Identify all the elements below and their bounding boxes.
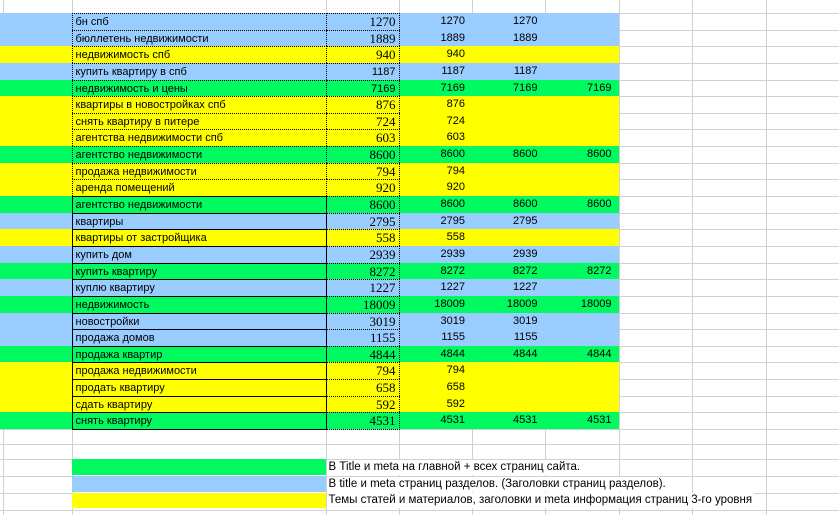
value-cell-d[interactable]: 18009 [434, 297, 465, 310]
keyword-cell[interactable]: недвижимость [72, 296, 327, 313]
keyword-cell[interactable]: бн спб [72, 13, 327, 30]
wordstat-value-cell[interactable]: 1187 [326, 63, 400, 80]
legend-swatch-blue[interactable] [72, 476, 326, 492]
wordstat-value-cell[interactable]: 18009 [326, 296, 400, 313]
gridline-horizontal [0, 510, 839, 511]
value-cell-d[interactable]: 794 [446, 364, 465, 377]
wordstat-value-cell[interactable]: 1889 [326, 30, 400, 47]
value-cell-d[interactable]: 603 [446, 131, 465, 144]
value-cell-d[interactable]: 1187 [441, 64, 465, 77]
keyword-cell[interactable]: купить квартиру [72, 263, 327, 280]
value-cell-e[interactable]: 2795 [513, 214, 538, 227]
value-cell-d[interactable]: 8272 [440, 264, 465, 277]
keyword-cell[interactable]: недвижимость и цены [72, 80, 327, 97]
value-cell-f[interactable]: 4844 [587, 347, 612, 360]
keyword-cell[interactable]: купить дом [72, 246, 327, 263]
value-cell-e[interactable]: 3019 [513, 314, 538, 327]
value-cell-d[interactable]: 592 [446, 397, 465, 410]
value-cell-d[interactable]: 2939 [440, 247, 465, 260]
wordstat-value-cell[interactable]: 794 [326, 362, 400, 379]
wordstat-value-cell[interactable]: 8600 [326, 196, 400, 213]
value-cell-e[interactable]: 1270 [513, 15, 538, 27]
value-cell-d[interactable]: 1155 [441, 331, 465, 344]
value-cell-e[interactable]: 1187 [513, 64, 538, 77]
gridline-horizontal [0, 444, 839, 445]
value-cell-e[interactable]: 1889 [513, 31, 538, 44]
value-cell-e[interactable]: 1227 [513, 281, 538, 294]
wordstat-value-cell[interactable]: 8272 [326, 263, 400, 280]
legend-text[interactable]: В title и meta страниц разделов. (Заголовки страниц разделов). [328, 477, 666, 490]
gridline-vertical [766, 0, 767, 515]
keyword-cell[interactable]: снять квартиру в питере [72, 113, 327, 130]
keyword-cell[interactable]: бюллетень недвижимости [72, 30, 327, 47]
legend-swatch-green[interactable] [72, 459, 326, 475]
value-cell-e[interactable]: 8272 [513, 264, 538, 277]
keyword-cell[interactable]: квартиры в новостройках спб [72, 96, 327, 113]
keyword-cell[interactable]: агентство недвижимости [72, 146, 327, 163]
wordstat-value-cell[interactable]: 2795 [326, 213, 400, 230]
gridline-vertical [619, 0, 620, 515]
value-cell-d[interactable]: 1270 [440, 15, 465, 27]
value-cell-d[interactable]: 794 [446, 164, 465, 177]
wordstat-value-cell[interactable]: 658 [326, 379, 400, 396]
value-cell-f[interactable]: 7169 [587, 81, 612, 94]
wordstat-value-cell[interactable]: 558 [326, 229, 400, 246]
value-cell-d[interactable]: 1227 [440, 281, 465, 294]
keyword-cell[interactable]: квартиры [72, 213, 327, 230]
keyword-cell[interactable]: продать квартиру [72, 379, 327, 396]
keyword-cell[interactable]: агентство недвижимости [72, 196, 327, 213]
value-cell-d[interactable]: 2795 [440, 214, 465, 227]
keyword-cell[interactable]: агентства недвижимости спб [72, 129, 327, 146]
value-cell-f[interactable]: 8272 [587, 264, 612, 277]
wordstat-value-cell[interactable]: 7169 [326, 80, 400, 97]
legend-swatch-yellow[interactable] [72, 493, 326, 509]
keyword-cell[interactable]: квартиры от застройщика [72, 229, 327, 246]
wordstat-value-cell[interactable]: 8600 [326, 146, 400, 163]
keyword-cell[interactable]: продажа недвижимости [72, 362, 327, 379]
value-cell-d[interactable]: 920 [446, 181, 465, 194]
keyword-cell[interactable]: продажа квартир [72, 346, 327, 363]
value-cell-f[interactable]: 4531 [587, 414, 612, 427]
wordstat-value-cell[interactable]: 1155 [326, 329, 400, 346]
wordstat-value-cell[interactable]: 940 [326, 46, 400, 63]
value-cell-e[interactable]: 4844 [513, 347, 538, 360]
value-cell-d[interactable]: 876 [446, 98, 465, 111]
wordstat-value-cell[interactable]: 1270 [326, 13, 400, 30]
keyword-cell[interactable]: недвижимость спб [72, 46, 327, 63]
value-cell-f[interactable]: 8600 [587, 148, 612, 161]
value-cell-e[interactable]: 8600 [513, 198, 538, 211]
value-cell-e[interactable]: 7169 [513, 81, 538, 94]
value-cell-d[interactable]: 7169 [440, 81, 465, 94]
keyword-cell[interactable]: продажа домов [72, 329, 327, 346]
wordstat-value-cell[interactable]: 2939 [326, 246, 400, 263]
value-cell-f[interactable]: 8600 [587, 198, 612, 211]
legend-text[interactable]: В Title и meta на главной + всех страниц сайта. [328, 460, 581, 473]
value-cell-d[interactable]: 8600 [440, 198, 465, 211]
value-cell-d[interactable]: 4531 [440, 414, 465, 427]
value-cell-d[interactable]: 940 [446, 48, 465, 61]
value-cell-e[interactable]: 18009 [506, 297, 538, 310]
value-cell-d[interactable]: 658 [446, 381, 465, 394]
wordstat-value-cell[interactable]: 4531 [326, 412, 400, 430]
value-cell-d[interactable]: 8600 [440, 148, 465, 161]
value-cell-f[interactable]: 18009 [580, 297, 612, 310]
value-cell-e[interactable]: 8600 [513, 148, 538, 161]
wordstat-value-cell[interactable]: 3019 [326, 313, 400, 330]
wordstat-value-cell[interactable]: 920 [326, 179, 400, 196]
wordstat-value-cell[interactable]: 603 [326, 129, 400, 146]
wordstat-value-cell[interactable]: 1227 [326, 279, 400, 296]
value-cell-d[interactable]: 558 [446, 231, 465, 244]
value-cell-e[interactable]: 2939 [513, 247, 538, 260]
value-cell-d[interactable]: 3019 [440, 314, 465, 327]
keyword-cell[interactable]: куплю квартиру [72, 279, 327, 296]
wordstat-value-cell[interactable]: 876 [326, 96, 400, 113]
keyword-cell[interactable]: продажа недвижимости [72, 163, 327, 180]
keyword-cell[interactable]: сдать квартиру [72, 396, 327, 413]
wordstat-value-cell[interactable]: 794 [326, 163, 400, 180]
legend-text[interactable]: Темы статей и материалов, заголовки и meta информация страниц 3-го уровня [328, 494, 753, 507]
value-cell-e[interactable]: 1155 [513, 331, 538, 344]
value-cell-d[interactable]: 724 [446, 114, 465, 127]
gridline-vertical [692, 0, 693, 515]
wordstat-value-cell[interactable]: 592 [326, 396, 400, 413]
wordstat-value-cell[interactable]: 724 [326, 113, 400, 130]
value-cell-e[interactable]: 4531 [513, 414, 538, 427]
keyword-cell[interactable]: аренда помещений [72, 179, 327, 196]
value-cell-d[interactable]: 4844 [440, 347, 465, 360]
keyword-cell[interactable]: купить квартиру в спб [72, 63, 327, 80]
value-cell-d[interactable]: 1889 [440, 31, 465, 44]
wordstat-value-cell[interactable]: 4844 [326, 346, 400, 363]
keyword-cell[interactable]: снять квартиру [72, 412, 327, 430]
keyword-cell[interactable]: новостройки [72, 313, 327, 330]
